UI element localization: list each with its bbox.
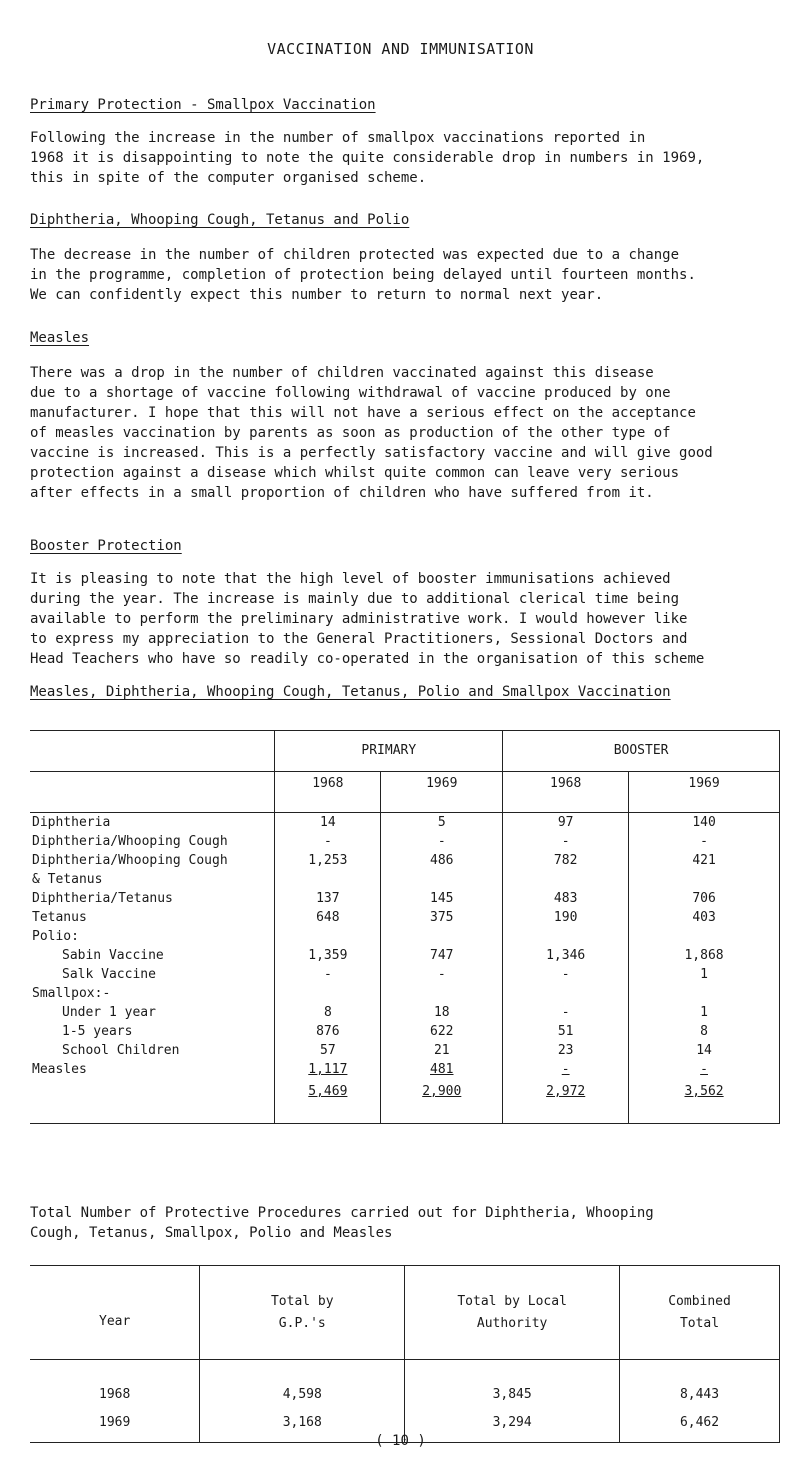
paragraph-measles: There was a drop in the number of children vaccinated against this disease due to a shortage of vaccine following withdrawal of vaccine produced by one manufacturer. I hope that this will not have a serious effect on the acceptance of measles vaccination by parents as soon as production of the other type of vaccine is increased. This is a perfectly satisfactory vaccine and will give good protection against a disease which whilst quite common can leave very serious after effects in a small proportion of children who have suffered from it. [30, 365, 713, 501]
total-value: 3,562 [684, 1084, 724, 1099]
table-row: Sabin Vaccine 1,359 747 1,346 1,868 [30, 946, 780, 965]
row-label: Tetanus [32, 910, 87, 925]
totals-table [30, 1265, 780, 1443]
paragraph-smallpox: Following the increase in the number of smallpox vaccinations reported in 1968 it is disappointing to note the quite considerable drop in numbers in 1969, this in spite of the computer organised scheme. [30, 130, 705, 186]
total-value: 2,900 [422, 1084, 462, 1099]
row-label: Under 1 year [62, 1005, 156, 1020]
row-label: Salk Vaccine [62, 967, 156, 982]
row-label: Polio: [32, 929, 79, 944]
table-row [30, 927, 780, 946]
table-row: 1969 3,168 3,294 6,462 [30, 1402, 780, 1443]
table-row: 1-5 years 876 622 51 8 [30, 1022, 780, 1041]
table1-caption: Measles, Diphtheria, Whooping Cough, Tetanus, Polio and Smallpox Vaccination [30, 684, 671, 700]
vaccination-table [30, 730, 780, 1126]
heading-smallpox: Primary Protection - Smallpox Vaccination [30, 97, 376, 113]
totals-row [30, 1079, 780, 1124]
header-combined: Combined Total [620, 1266, 780, 1360]
table-row: Diphtheria/Whooping Cough 1,253 486 782 421 [30, 851, 780, 870]
row-label: 1-5 years [62, 1024, 133, 1039]
header-year: Year [99, 1314, 131, 1329]
row-label: Diphtheria/Whooping Cough [32, 834, 228, 849]
header-gp: Total by G.P.'s [200, 1266, 405, 1360]
total-value: 5,469 [308, 1084, 348, 1099]
table-row: Under 1 year 8 18 - 1 [30, 1003, 780, 1022]
heading-diphtheria: Diphtheria, Whooping Cough, Tetanus and Polio [30, 212, 410, 228]
row-label: Measles [32, 1062, 87, 1077]
paragraph-diphtheria: The decrease in the number of children protected was expected due to a change in the programme, completion of protection being delayed until fourteen months. We can confidently expect this number to return to normal next year. [30, 247, 696, 303]
header-year: 1969 [629, 772, 780, 813]
table-row [30, 870, 780, 889]
paragraph-booster: It is pleasing to note that the high level of booster immunisations achieved during the year. The increase is mainly due to additional clerical time being available to perform the preliminary administrative work. I would however like to express my appreciation to the General Practitioners, Sessional Doctors and Head Teachers who have so readily co-operated in the organisation of this scheme [30, 571, 705, 667]
page-title: VACCINATION AND IMMUNISATION [267, 40, 534, 58]
header-year: 1969 [381, 772, 503, 813]
table-row: Diphtheria 14 5 97 140 [30, 813, 780, 833]
table-row: 1968 4,598 3,845 8,443 [30, 1360, 780, 1403]
row-label: Sabin Vaccine [62, 948, 164, 963]
heading-booster: Booster Protection [30, 538, 182, 554]
heading-measles: Measles [30, 330, 90, 346]
header-local-authority: Total by Local Authority [405, 1266, 620, 1360]
row-label: Diphtheria [32, 815, 111, 830]
table-row: School Children 57 21 23 14 [30, 1041, 780, 1060]
table-row: Diphtheria/Tetanus 137 145 483 706 [30, 889, 780, 908]
row-label: School Children [62, 1043, 180, 1058]
table-row [30, 984, 780, 1003]
row-label: & Tetanus [32, 872, 103, 887]
table-row: Salk Vaccine - - - 1 [30, 965, 780, 984]
header-booster: BOOSTER [503, 731, 780, 772]
row-label: Smallpox:- [32, 986, 111, 1001]
page-number: ( 10 ) [375, 1433, 426, 1449]
header-primary: PRIMARY [275, 731, 503, 772]
header-year: 1968 [503, 772, 629, 813]
header-year: 1968 [275, 772, 381, 813]
table-row: Tetanus 648 375 190 403 [30, 908, 780, 927]
table2-caption: Total Number of Protective Procedures carried out for Diphtheria, Whooping Cough, Tetanus, Smallpox, Polio and Measles [30, 1205, 654, 1241]
total-value: 2,972 [546, 1084, 586, 1099]
row-label: Diphtheria/Tetanus [32, 891, 173, 906]
row-label: Diphtheria/Whooping Cough [32, 853, 228, 868]
table-row: Measles 1,117 481 - - [30, 1060, 780, 1079]
table-row: Diphtheria/Whooping Cough - - - - [30, 832, 780, 851]
